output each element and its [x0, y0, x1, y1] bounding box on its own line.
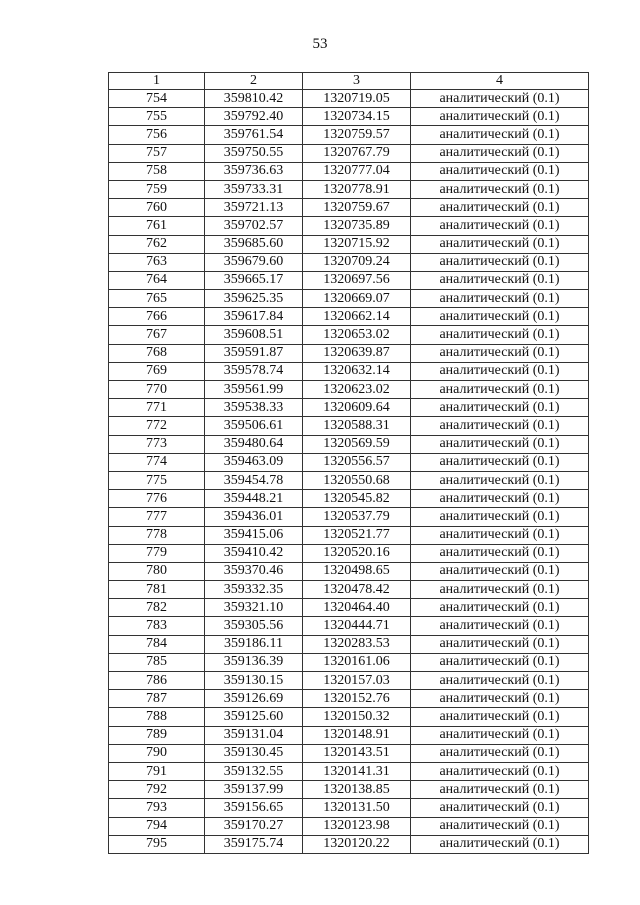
table-row	[109, 508, 589, 526]
header-cell-1: 1	[109, 73, 205, 90]
y-coordinate-cell: 1320767.79	[303, 144, 411, 162]
y-coordinate-cell: 1320715.92	[303, 235, 411, 253]
x-coordinate-cell: 359131.04	[205, 726, 303, 744]
point-number-cell: 784	[109, 635, 205, 653]
x-coordinate-cell: 359792.40	[205, 108, 303, 126]
point-number-cell: 790	[109, 744, 205, 762]
y-coordinate-cell: 1320639.87	[303, 344, 411, 362]
y-coordinate-cell: 1320157.03	[303, 672, 411, 690]
x-coordinate-cell: 359679.60	[205, 253, 303, 271]
y-coordinate-cell: 1320520.16	[303, 544, 411, 562]
table-row	[109, 253, 589, 271]
point-number-cell: 788	[109, 708, 205, 726]
point-number-cell: 774	[109, 453, 205, 471]
x-coordinate-cell: 359410.42	[205, 544, 303, 562]
y-coordinate-cell: 1320143.51	[303, 744, 411, 762]
table-row	[109, 726, 589, 744]
method-cell: аналитический (0.1)	[411, 399, 589, 417]
point-number-cell: 755	[109, 108, 205, 126]
point-number-cell: 778	[109, 526, 205, 544]
coordinates-table	[108, 72, 589, 854]
table-row	[109, 180, 589, 198]
method-cell: аналитический (0.1)	[411, 708, 589, 726]
point-number-cell: 794	[109, 817, 205, 835]
y-coordinate-cell: 1320152.76	[303, 690, 411, 708]
table-row	[109, 635, 589, 653]
header-cell-3: 3	[303, 73, 411, 90]
y-coordinate-cell: 1320697.56	[303, 271, 411, 289]
method-cell: аналитический (0.1)	[411, 344, 589, 362]
point-number-cell: 766	[109, 308, 205, 326]
y-coordinate-cell: 1320141.31	[303, 762, 411, 780]
point-number-cell: 782	[109, 599, 205, 617]
method-cell: аналитический (0.1)	[411, 562, 589, 580]
point-number-cell: 764	[109, 271, 205, 289]
x-coordinate-cell: 359130.15	[205, 672, 303, 690]
x-coordinate-cell: 359480.64	[205, 435, 303, 453]
method-cell: аналитический (0.1)	[411, 144, 589, 162]
x-coordinate-cell: 359415.06	[205, 526, 303, 544]
table-row	[109, 90, 589, 108]
table-row	[109, 835, 589, 853]
x-coordinate-cell: 359702.57	[205, 217, 303, 235]
x-coordinate-cell: 359175.74	[205, 835, 303, 853]
point-number-cell: 760	[109, 199, 205, 217]
point-number-cell: 783	[109, 617, 205, 635]
table-row	[109, 126, 589, 144]
point-number-cell: 758	[109, 162, 205, 180]
method-cell: аналитический (0.1)	[411, 653, 589, 671]
point-number-cell: 776	[109, 490, 205, 508]
method-cell: аналитический (0.1)	[411, 526, 589, 544]
x-coordinate-cell: 359685.60	[205, 235, 303, 253]
point-number-cell: 763	[109, 253, 205, 271]
x-coordinate-cell: 359125.60	[205, 708, 303, 726]
y-coordinate-cell: 1320161.06	[303, 653, 411, 671]
table-row	[109, 271, 589, 289]
method-cell: аналитический (0.1)	[411, 217, 589, 235]
table-row	[109, 308, 589, 326]
y-coordinate-cell: 1320478.42	[303, 581, 411, 599]
method-cell: аналитический (0.1)	[411, 362, 589, 380]
point-number-cell: 795	[109, 835, 205, 853]
y-coordinate-cell: 1320609.64	[303, 399, 411, 417]
method-cell: аналитический (0.1)	[411, 199, 589, 217]
point-number-cell: 757	[109, 144, 205, 162]
y-coordinate-cell: 1320719.05	[303, 90, 411, 108]
x-coordinate-cell: 359810.42	[205, 90, 303, 108]
table-row	[109, 381, 589, 399]
y-coordinate-cell: 1320777.04	[303, 162, 411, 180]
x-coordinate-cell: 359721.13	[205, 199, 303, 217]
y-coordinate-cell: 1320550.68	[303, 471, 411, 489]
table-row	[109, 781, 589, 799]
y-coordinate-cell: 1320623.02	[303, 381, 411, 399]
method-cell: аналитический (0.1)	[411, 672, 589, 690]
x-coordinate-cell: 359132.55	[205, 762, 303, 780]
point-number-cell: 756	[109, 126, 205, 144]
y-coordinate-cell: 1320444.71	[303, 617, 411, 635]
x-coordinate-cell: 359436.01	[205, 508, 303, 526]
x-coordinate-cell: 359578.74	[205, 362, 303, 380]
x-coordinate-cell: 359733.31	[205, 180, 303, 198]
table-row	[109, 344, 589, 362]
table-row	[109, 435, 589, 453]
x-coordinate-cell: 359761.54	[205, 126, 303, 144]
method-cell: аналитический (0.1)	[411, 744, 589, 762]
x-coordinate-cell: 359370.46	[205, 562, 303, 580]
table-row	[109, 290, 589, 308]
table-row	[109, 235, 589, 253]
method-cell: аналитический (0.1)	[411, 617, 589, 635]
point-number-cell: 791	[109, 762, 205, 780]
method-cell: аналитический (0.1)	[411, 90, 589, 108]
x-coordinate-cell: 359170.27	[205, 817, 303, 835]
table-row	[109, 562, 589, 580]
point-number-cell: 767	[109, 326, 205, 344]
point-number-cell: 775	[109, 471, 205, 489]
y-coordinate-cell: 1320759.57	[303, 126, 411, 144]
table-row	[109, 362, 589, 380]
point-number-cell: 770	[109, 381, 205, 399]
table-row	[109, 417, 589, 435]
point-number-cell: 787	[109, 690, 205, 708]
table-row	[109, 799, 589, 817]
method-cell: аналитический (0.1)	[411, 690, 589, 708]
method-cell: аналитический (0.1)	[411, 726, 589, 744]
x-coordinate-cell: 359736.63	[205, 162, 303, 180]
method-cell: аналитический (0.1)	[411, 490, 589, 508]
point-number-cell: 779	[109, 544, 205, 562]
x-coordinate-cell: 359750.55	[205, 144, 303, 162]
method-cell: аналитический (0.1)	[411, 180, 589, 198]
table-row	[109, 199, 589, 217]
point-number-cell: 761	[109, 217, 205, 235]
point-number-cell: 768	[109, 344, 205, 362]
x-coordinate-cell: 359156.65	[205, 799, 303, 817]
method-cell: аналитический (0.1)	[411, 253, 589, 271]
table-body	[109, 90, 589, 854]
point-number-cell: 769	[109, 362, 205, 380]
x-coordinate-cell: 359625.35	[205, 290, 303, 308]
x-coordinate-cell: 359463.09	[205, 453, 303, 471]
page-number: 53	[312, 36, 328, 52]
x-coordinate-cell: 359454.78	[205, 471, 303, 489]
method-cell: аналитический (0.1)	[411, 799, 589, 817]
table-row	[109, 453, 589, 471]
table-row	[109, 672, 589, 690]
method-cell: аналитический (0.1)	[411, 235, 589, 253]
method-cell: аналитический (0.1)	[411, 508, 589, 526]
point-number-cell: 785	[109, 653, 205, 671]
method-cell: аналитический (0.1)	[411, 308, 589, 326]
point-number-cell: 765	[109, 290, 205, 308]
method-cell: аналитический (0.1)	[411, 781, 589, 799]
y-coordinate-cell: 1320709.24	[303, 253, 411, 271]
method-cell: аналитический (0.1)	[411, 544, 589, 562]
y-coordinate-cell: 1320150.32	[303, 708, 411, 726]
table-row	[109, 744, 589, 762]
method-cell: аналитический (0.1)	[411, 435, 589, 453]
x-coordinate-cell: 359186.11	[205, 635, 303, 653]
x-coordinate-cell: 359332.35	[205, 581, 303, 599]
y-coordinate-cell: 1320669.07	[303, 290, 411, 308]
x-coordinate-cell: 359665.17	[205, 271, 303, 289]
point-number-cell: 754	[109, 90, 205, 108]
table-row	[109, 490, 589, 508]
table-row	[109, 217, 589, 235]
method-cell: аналитический (0.1)	[411, 453, 589, 471]
point-number-cell: 793	[109, 799, 205, 817]
x-coordinate-cell: 359617.84	[205, 308, 303, 326]
method-cell: аналитический (0.1)	[411, 635, 589, 653]
table-row	[109, 690, 589, 708]
x-coordinate-cell: 359126.69	[205, 690, 303, 708]
method-cell: аналитический (0.1)	[411, 108, 589, 126]
table-row	[109, 617, 589, 635]
table-row	[109, 399, 589, 417]
table-row	[109, 544, 589, 562]
y-coordinate-cell: 1320759.67	[303, 199, 411, 217]
y-coordinate-cell: 1320653.02	[303, 326, 411, 344]
method-cell: аналитический (0.1)	[411, 471, 589, 489]
y-coordinate-cell: 1320498.65	[303, 562, 411, 580]
method-cell: аналитический (0.1)	[411, 381, 589, 399]
y-coordinate-cell: 1320632.14	[303, 362, 411, 380]
x-coordinate-cell: 359561.99	[205, 381, 303, 399]
x-coordinate-cell: 359448.21	[205, 490, 303, 508]
y-coordinate-cell: 1320464.40	[303, 599, 411, 617]
method-cell: аналитический (0.1)	[411, 126, 589, 144]
point-number-cell: 762	[109, 235, 205, 253]
x-coordinate-cell: 359506.61	[205, 417, 303, 435]
y-coordinate-cell: 1320556.57	[303, 453, 411, 471]
table-row	[109, 762, 589, 780]
point-number-cell: 772	[109, 417, 205, 435]
y-coordinate-cell: 1320138.85	[303, 781, 411, 799]
point-number-cell: 792	[109, 781, 205, 799]
point-number-cell: 777	[109, 508, 205, 526]
point-number-cell: 771	[109, 399, 205, 417]
table-row	[109, 326, 589, 344]
y-coordinate-cell: 1320662.14	[303, 308, 411, 326]
point-number-cell: 773	[109, 435, 205, 453]
y-coordinate-cell: 1320735.89	[303, 217, 411, 235]
y-coordinate-cell: 1320123.98	[303, 817, 411, 835]
y-coordinate-cell: 1320734.15	[303, 108, 411, 126]
x-coordinate-cell: 359321.10	[205, 599, 303, 617]
y-coordinate-cell: 1320778.91	[303, 180, 411, 198]
table-row	[109, 471, 589, 489]
table-row	[109, 653, 589, 671]
table-row	[109, 708, 589, 726]
y-coordinate-cell: 1320131.50	[303, 799, 411, 817]
method-cell: аналитический (0.1)	[411, 290, 589, 308]
point-number-cell: 759	[109, 180, 205, 198]
method-cell: аналитический (0.1)	[411, 599, 589, 617]
method-cell: аналитический (0.1)	[411, 162, 589, 180]
method-cell: аналитический (0.1)	[411, 835, 589, 853]
y-coordinate-cell: 1320588.31	[303, 417, 411, 435]
method-cell: аналитический (0.1)	[411, 762, 589, 780]
y-coordinate-cell: 1320545.82	[303, 490, 411, 508]
method-cell: аналитический (0.1)	[411, 271, 589, 289]
method-cell: аналитический (0.1)	[411, 326, 589, 344]
y-coordinate-cell: 1320148.91	[303, 726, 411, 744]
x-coordinate-cell: 359137.99	[205, 781, 303, 799]
x-coordinate-cell: 359538.33	[205, 399, 303, 417]
table-row	[109, 144, 589, 162]
method-cell: аналитический (0.1)	[411, 581, 589, 599]
y-coordinate-cell: 1320537.79	[303, 508, 411, 526]
table-header	[109, 73, 589, 90]
point-number-cell: 781	[109, 581, 205, 599]
method-cell: аналитический (0.1)	[411, 817, 589, 835]
table-row	[109, 581, 589, 599]
table-row	[109, 817, 589, 835]
table-row	[109, 162, 589, 180]
x-coordinate-cell: 359591.87	[205, 344, 303, 362]
header-row	[109, 73, 589, 90]
point-number-cell: 780	[109, 562, 205, 580]
point-number-cell: 789	[109, 726, 205, 744]
x-coordinate-cell: 359305.56	[205, 617, 303, 635]
y-coordinate-cell: 1320569.59	[303, 435, 411, 453]
x-coordinate-cell: 359130.45	[205, 744, 303, 762]
x-coordinate-cell: 359608.51	[205, 326, 303, 344]
method-cell: аналитический (0.1)	[411, 417, 589, 435]
table-row	[109, 108, 589, 126]
table-row	[109, 526, 589, 544]
table-row	[109, 599, 589, 617]
header-cell-4: 4	[411, 73, 589, 90]
header-cell-2: 2	[205, 73, 303, 90]
y-coordinate-cell: 1320521.77	[303, 526, 411, 544]
y-coordinate-cell: 1320120.22	[303, 835, 411, 853]
point-number-cell: 786	[109, 672, 205, 690]
y-coordinate-cell: 1320283.53	[303, 635, 411, 653]
x-coordinate-cell: 359136.39	[205, 653, 303, 671]
